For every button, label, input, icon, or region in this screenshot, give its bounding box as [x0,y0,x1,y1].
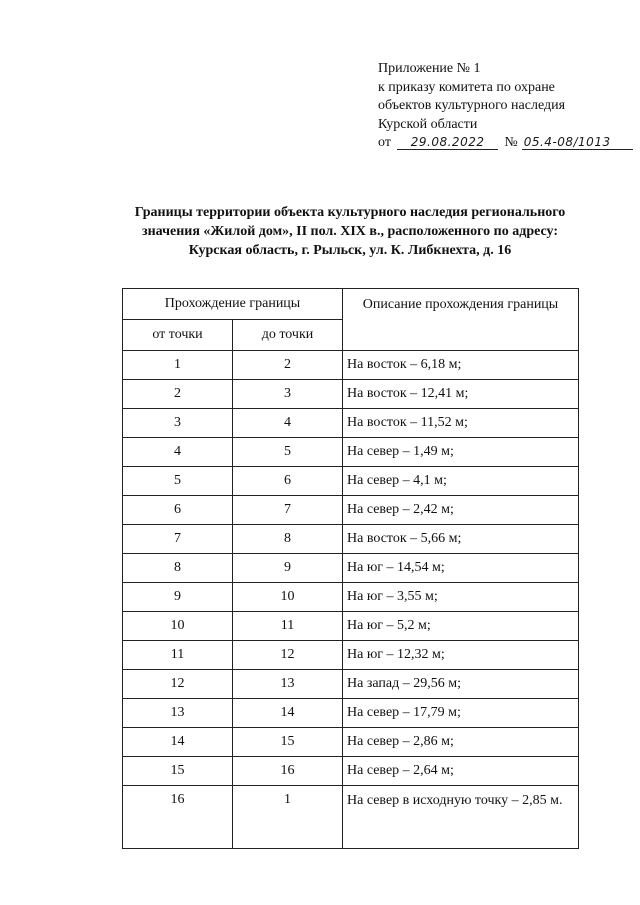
table-row [123,467,579,496]
cell-from-point: 13 [123,699,233,728]
handwritten-date: 29.08.2022 [397,135,498,150]
cell-description: На север – 4,1 м; [343,467,579,496]
cell-description: На восток – 6,18 м; [343,351,579,380]
number-sign: № [504,135,518,150]
appendix-line-3: объектов культурного наследия [378,98,566,113]
order-reference-line [378,134,633,153]
cell-to-point: 4 [233,409,343,438]
cell-from-point: 11 [123,641,233,670]
cell-description: На север – 2,64 м; [343,757,579,786]
cell-description: На восток – 11,52 м; [343,409,579,438]
cell-from-point: 14 [123,728,233,757]
cell-from-point: 10 [123,612,233,641]
table-row [123,583,579,612]
table-row [123,786,579,849]
table-row [123,757,579,786]
table-row [123,699,579,728]
cell-from-point: 15 [123,757,233,786]
cell-from-point: 1 [123,351,233,380]
table-row [123,438,579,467]
cell-description: На юг – 5,2 м; [343,612,579,641]
title-line-2: значения «Жилой дом», II пол. XIX в., расположенного по адресу: [141,224,559,239]
appendix-line-1: Приложение № 1 [378,61,481,76]
cell-description: На север в исходную точку – 2,85 м. [343,786,579,849]
cell-to-point: 11 [233,612,343,641]
cell-from-point: 6 [123,496,233,525]
cell-from-point: 4 [123,438,233,467]
table-row [123,641,579,670]
appendix-line-4: Курской области [378,116,478,132]
cell-to-point: 5 [233,438,343,467]
table-row [123,380,579,409]
cell-to-point: 6 [233,467,343,496]
cell-description: На север – 2,42 м; [343,496,579,525]
cell-to-point: 3 [233,380,343,409]
cell-description: На север – 17,79 м; [343,699,579,728]
document-title [60,203,640,260]
header-boundary-pass: Прохождение границы [123,289,343,320]
cell-to-point: 16 [233,757,343,786]
boundary-table [122,288,579,849]
cell-description: На юг – 3,55 м; [343,583,579,612]
cell-from-point: 12 [123,670,233,699]
table-row [123,525,579,554]
title-line-1: Границы территории объекта культурного наследия регионального [134,205,566,220]
appendix-block [378,60,633,153]
cell-to-point: 13 [233,670,343,699]
header-from-point: от точки [123,320,233,351]
cell-to-point: 15 [233,728,343,757]
cell-from-point: 2 [123,380,233,409]
cell-to-point: 7 [233,496,343,525]
cell-to-point: 1 [233,786,343,849]
cell-description: На восток – 12,41 м; [343,380,579,409]
cell-to-point: 8 [233,525,343,554]
cell-from-point: 16 [123,786,233,849]
cell-from-point: 7 [123,525,233,554]
table-row [123,728,579,757]
table-row [123,612,579,641]
cell-description: На юг – 12,32 м; [343,641,579,670]
title-line-3: Курская область, г. Рыльск, ул. К. Либкнехта, д. 16 [188,243,512,258]
cell-to-point: 14 [233,699,343,728]
table-row [123,409,579,438]
cell-description: На север – 2,86 м; [343,728,579,757]
cell-description: На восток – 5,66 м; [343,525,579,554]
handwritten-order-number: 05.4-08/1013 [522,135,633,150]
table-row [123,670,579,699]
table-row [123,351,579,380]
cell-to-point: 9 [233,554,343,583]
cell-to-point: 2 [233,351,343,380]
cell-description: На юг – 14,54 м; [343,554,579,583]
cell-from-point: 9 [123,583,233,612]
cell-from-point: 5 [123,467,233,496]
table-row [123,496,579,525]
header-to-point: до точки [233,320,343,351]
cell-description: На запад – 29,56 м; [343,670,579,699]
appendix-line-2: к приказу комитета по охране [378,79,555,95]
cell-to-point: 10 [233,583,343,612]
header-description: Описание прохождения границы [343,289,579,351]
from-label: от [378,135,391,150]
cell-description: На север – 1,49 м; [343,438,579,467]
table-row [123,554,579,583]
cell-from-point: 3 [123,409,233,438]
cell-from-point: 8 [123,554,233,583]
cell-to-point: 12 [233,641,343,670]
